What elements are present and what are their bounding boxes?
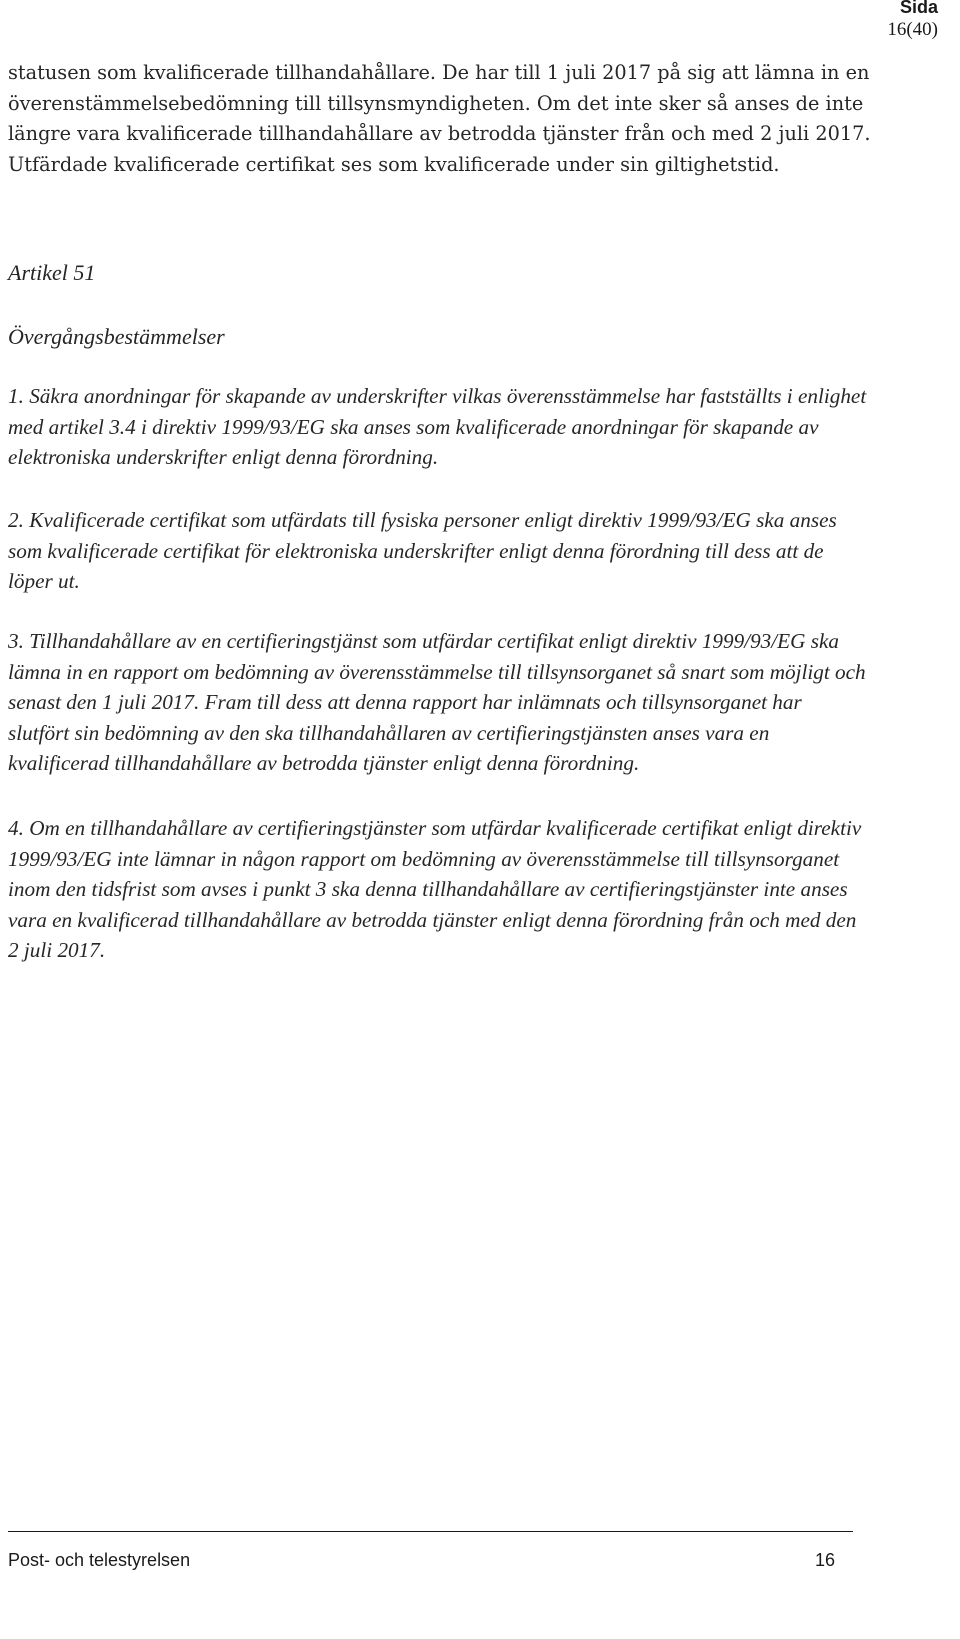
document-body (8, 58, 908, 962)
page-header (887, 0, 938, 43)
article-paragraph-3: 3. Tillhandahållare av en certifieringstjänst som utfärdar certifikat enligt direktiv 1999/93/EG ska lämna in en rapport om bedömning av överensstämmelse till tillsynsorganet så snart som möjligt och senast den 1 juli 2017. Fram till dess att denna rapport har inlämnats och tillsynsorganet har slutfört sin bedömning av den ska tillhandahållaren av certifieringstjänsten anses vara en kvalificerad tillhandahållare av betrodda tjänster enligt denna förordning. (8, 629, 866, 775)
article-title: Artikel 51 (8, 260, 96, 285)
article-paragraph-2: 2. Kvalificerade certifikat som utfärdats till fysiska personer enligt direktiv 1999/93/EG ska anses som kvalificerade certifikat för elektroniska underskrifter enligt denna förordning till dess att de löper ut. (8, 508, 837, 593)
article-subtitle: Övergångsbestämmelser (8, 324, 225, 349)
page-number: 16(40) (887, 19, 938, 40)
intro-paragraph: statusen som kvalificerade tillhandahållare. De har till 1 juli 2017 på sig att lämna in en överenstämmelsebedömning till tillsynsmyndigheten. Om det inte sker så anses de inte längre vara kvalificerade tillhandahållare av betrodda tjänster från och med 2 juli 2017. Utfärdade kvalificerade certifikat ses som kvalificerade under sin giltighetstid. (8, 61, 871, 176)
footer-organization: Post- och telestyrelsen (8, 1550, 191, 1570)
article-paragraph-1: 1. Säkra anordningar för skapande av underskrifter vilkas överensstämmelse har fastställts i enlighet med artikel 3.4 i direktiv 1999/93/EG ska anses som kvalificerade anordningar för skapande av elektroniska underskrifter enligt denna förordning. (8, 384, 867, 469)
footer-divider (8, 1531, 853, 1532)
footer-page-number: 16 (815, 1550, 836, 1570)
article-paragraph-4: 4. Om en tillhandahållare av certifieringstjänster som utfärdar kvalificerade certifikat enligt direktiv 1999/93/EG inte lämnar in någon rapport om bedömning av överensstämmelse till tillsynsorganet inom den tidsfrist som avses i punkt 3 ska denna tillhandahållare av certifieringstjänster inte anses vara en kvalificerad tillhandahållare av betrodda tjänster enligt denna förordning från och med den 2 juli 2017. (8, 816, 862, 962)
page-label: Sida (899, 0, 938, 17)
